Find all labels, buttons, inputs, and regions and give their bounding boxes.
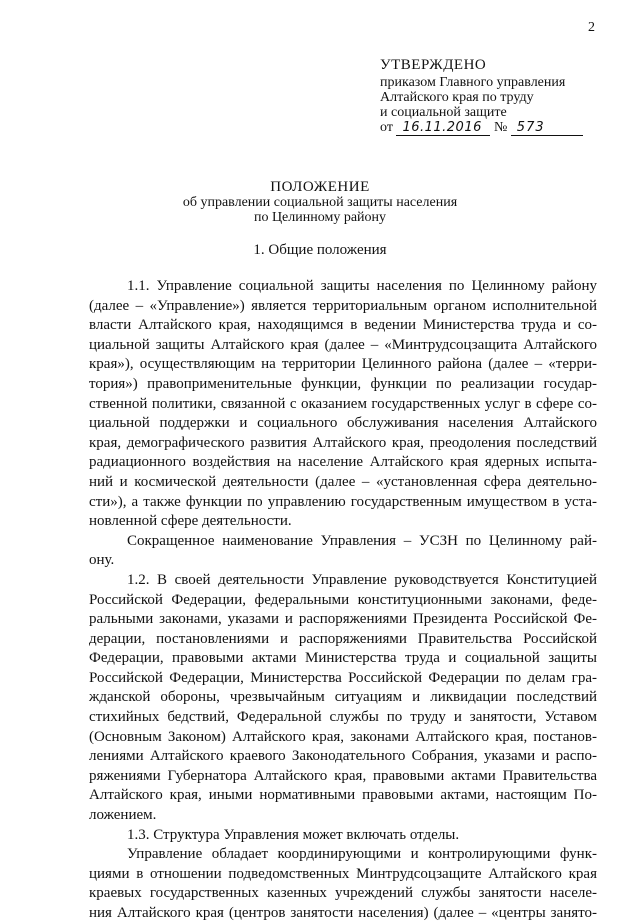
handwritten-date: 16.11.2016	[396, 120, 490, 136]
number-prefix: №	[493, 120, 508, 135]
body-text-line: ральными законами, указами и распоряжениями Президента Российской Фе-	[89, 611, 597, 628]
body-text-line: ложением.	[89, 807, 157, 824]
body-text-line: края, демографического развития Алтайского края, преодоления последствий	[89, 434, 597, 451]
body-text-line: 1.1. Управление социальной защиты населения по Целинному району	[127, 278, 597, 294]
body-text-line: стихийных бедствий, Федеральной службы по труду и занятости, Уставом	[89, 709, 597, 726]
date-prefix: от	[380, 120, 393, 135]
body-text-line: тория») правоприменительные функции, функции по реализации государ-	[89, 375, 597, 392]
body-text-line: 1.2. В своей деятельности Управление руководствуется Конституцией	[127, 571, 597, 588]
approval-line: Алтайского края по труду	[380, 90, 534, 105]
document-title	[100, 180, 540, 225]
body-text-line: Федерации, правовыми актами Министерства труда и социальной защиты	[89, 650, 597, 667]
handwritten-order-number: 573	[511, 120, 583, 136]
document-title-line: об управлении социальной защиты населения	[182, 195, 458, 210]
body-text-line: жданской обороны, чрезвычайным ситуациям и ликвидации последствий	[89, 689, 597, 706]
approval-line: приказом Главного управления	[380, 75, 566, 90]
approval-heading: УТВЕРЖДЕНО	[380, 57, 487, 73]
approval-stamp-block	[380, 58, 620, 136]
body-text-line: ону.	[89, 552, 115, 569]
body-text-line: краевых государственных казенных учреждений службы занятости населе-	[89, 885, 597, 902]
body-text-line: ряжениями Губернатора Алтайского края, правовыми актами Правительства	[89, 767, 597, 784]
body-text-line: циями в отношении подведомственных Минтрудсоцзащите Алтайского края	[89, 865, 597, 882]
order-date-number-line	[380, 120, 620, 136]
page-number: 2	[588, 20, 595, 35]
body-text-line: дерации, постановлениями и распоряжениями Правительства Российской	[89, 630, 597, 647]
body-text-line: Российской Федерации, Министерства Российской Федерации по делам гра-	[89, 669, 597, 686]
document-title-line: ПОЛОЖЕНИЕ	[270, 179, 370, 195]
body-text-line: ственной политики, связанной с оказанием государственных услуг в сфере со-	[89, 395, 597, 412]
body-text-line: Управление обладает координирующими и контролирующими функ-	[127, 846, 597, 863]
body-text-line: радиационного воздействия на население Алтайского края ядерных испыта-	[89, 454, 597, 471]
body-text-line: циальной поддержки и социального обслуживания населения Алтайского	[89, 415, 597, 432]
approval-line: и социальной защите	[380, 105, 507, 120]
body-text-line: Российской Федерации, федеральными конституционными законами, феде-	[89, 591, 597, 608]
body-text-line: ния Алтайского края (центров занятости населения) (далее – «центры занято-	[89, 905, 597, 921]
body-text-line: 1.3. Структура Управления может включать отделы.	[127, 826, 460, 843]
body-text-line: ний и космической деятельности (далее – «установленная сфера деятельно-	[89, 473, 597, 490]
body-text-line: Сокращенное наименование Управления – УСЗН по Целинному рай-	[127, 532, 597, 549]
body-text-line: края»), осуществляющим на территории Целинного района (далее – «терри-	[89, 356, 597, 373]
body-text-line: сти»), а также функции по управлению государственным имуществом в уста-	[89, 493, 597, 510]
body-text-line: (далее – «Управление») является территориальным органом исполнительной	[89, 297, 597, 314]
body-text-line: власти Алтайского края, находящимся в ведении Министерства труда и со-	[89, 317, 597, 334]
body-text-line: (Основным Законом) Алтайского края, законами Алтайского края, постанов-	[89, 728, 597, 745]
body-text-line: лениями Алтайского краевого Законодательного Собрания, указами и распо-	[89, 748, 597, 765]
body-text-line: циальной защиты Алтайского края (далее – «Минтрудсоцзащита Алтайского	[89, 336, 597, 353]
document-title-line: по Целинному району	[253, 210, 387, 225]
section-heading: 1. Общие положения	[253, 242, 387, 258]
document-body	[89, 277, 597, 924]
body-text-line: новленной сфере деятельности.	[89, 513, 292, 530]
body-text-line: Алтайского края, иными нормативными правовыми актами, настоящим По-	[89, 787, 597, 804]
